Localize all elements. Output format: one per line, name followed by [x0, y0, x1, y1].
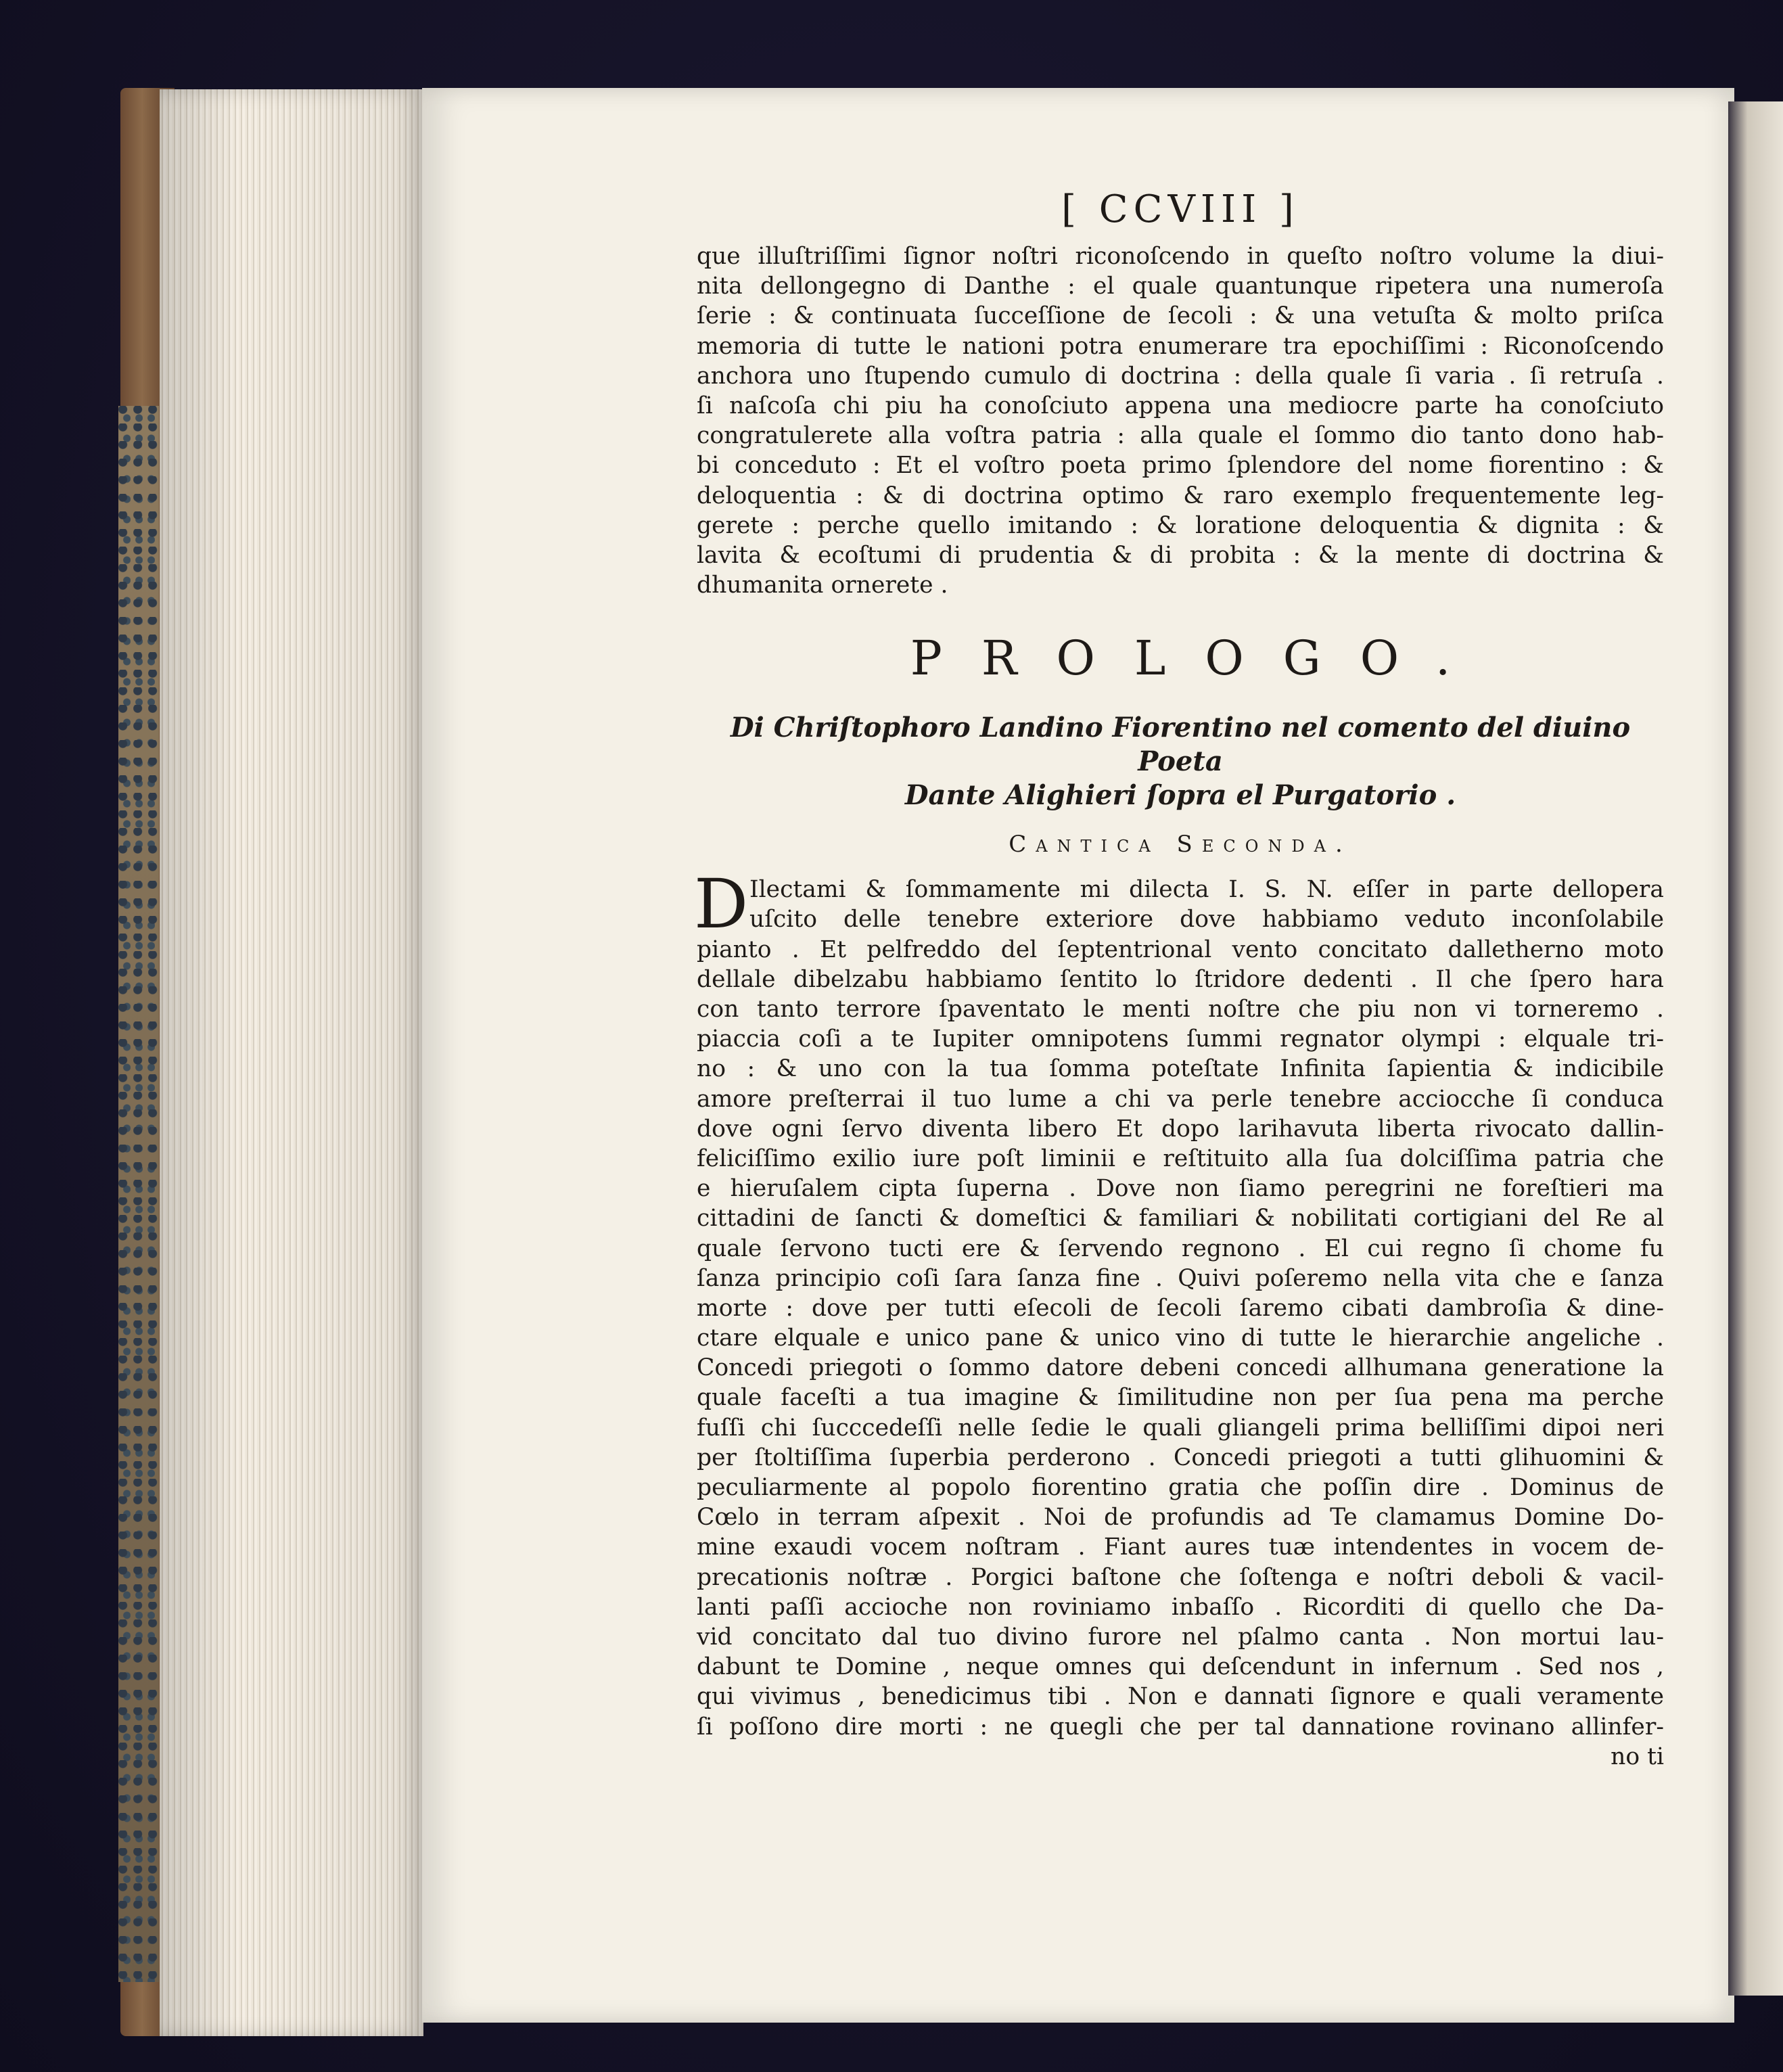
text-line: ſanza principio coſi ſara ſanza fine . Quivi poſeremo nella vita che e ſanza: [697, 1264, 1664, 1292]
prologo-title: PROLOGO.: [910, 630, 1490, 687]
text-line: per ſtoltiſſima ſuperbia perderono . Concedi priegoti a tutti glihuomini &: [697, 1444, 1664, 1471]
text-line: mine exaudi vocem noſtram . Fiant aures tuæ intendentes in vocem de-: [697, 1534, 1664, 1561]
catchword: no ti: [1611, 1743, 1664, 1770]
text-line: lanti paſſi accioche non roviniamo inbaſſo . Ricorditi di quello che Da-: [697, 1593, 1664, 1621]
text-line: dove ogni ſervo diventa libero Et dopo larihavuta liberta rivocato dallin-: [697, 1115, 1664, 1143]
text-line: dabunt te Domine , neque omnes qui deſcendunt in infernum . Sed nos ,: [697, 1653, 1664, 1681]
subtitle-line-2: Dante Alighieri ſopra el Purgatorio .: [904, 779, 1456, 812]
text-line: peculiarmente al popolo fiorentino gratia che poſſin dire . Dominus de: [697, 1474, 1664, 1501]
text-line: lavita & ecoſtumi di prudentia & di probita : & la mente di doctrina &: [697, 541, 1664, 569]
text-line: cittadini de ſancti & domeſtici & familiari & nobilitati cortigiani del Re al: [697, 1205, 1664, 1233]
text-line: ſerie : & continuata ſucceſſione de ſecoli : & una vetuſta & molto priſca: [697, 302, 1664, 330]
text-line: uſcito delle tenebre exteriore dove habbiamo veduto inconſolabile: [749, 906, 1664, 934]
text-line: nita dellongegno di Danthe : el quale quantunque ripetera una numeroſa: [697, 273, 1664, 300]
text-line: Ilectami & ſommamente mi dilecta I. S. N. eſſer in parte dellopera: [749, 876, 1664, 904]
text-line: dellale dibelzabu habbiamo ſentito lo ſtridore dedenti . Il che ſpero hara: [697, 965, 1664, 993]
drop-capital: D: [694, 865, 749, 944]
text-line: piaccia coſi a te Iupiter omnipotens ſummi regnator olympi : elquale tri-: [697, 1026, 1664, 1053]
text-line: morte : dove per tutti eſecoli de ſecoli ſaremo cibati dambroſia & dine-: [697, 1294, 1664, 1322]
text-line: ſi poſſono dire morti : ne quegli che per tal dannatione rovinano allinfer-: [697, 1713, 1664, 1741]
text-line: quale ſervono tucti ere & ſervendo regnono . El cui regno ſi chome fu: [697, 1235, 1664, 1262]
text-line: amore preſterrai il tuo lume a chi va perle tenebre acciocche ſi conduca: [697, 1085, 1664, 1113]
text-line: ſi naſcoſa chi piu ha conoſciuto appena una mediocre parte ha conoſciuto: [697, 392, 1664, 419]
text-line: que illuſtriſſimi ſignor noſtri riconoſcendo in queſto noſtro volume la diui-: [697, 243, 1664, 270]
marbled-cover-edge: [118, 406, 159, 1982]
text-line: qui vivimus , benedicimus tibi . Non e dannati ſignore e quali veramente: [697, 1683, 1664, 1711]
page-edge-shade: [160, 89, 423, 2036]
intro-paragraph: [697, 241, 1664, 600]
cantica-heading: Cantica Seconda.: [1009, 831, 1352, 858]
text-line: deloquentia : & di doctrina optimo & raro exemplo frequentemente leg-: [697, 482, 1664, 509]
text-line: precationis noſtræ . Porgici baſtone che ſoſtenga e noſtri deboli & vacil-: [697, 1563, 1664, 1591]
text-line: Cœlo in terram aſpexit . Noi de profundis ad Te clamamus Domine Do-: [697, 1504, 1664, 1532]
text-line: gerete : perche quello imitando : & loratione deloquentia & dignita : &: [697, 511, 1664, 539]
text-line: no : & uno con la tua ſomma poteſtate Infinita ſapientia & indicibile: [697, 1055, 1664, 1083]
text-line: pianto . Et pelfreddo del ſeptentrional vento concitato dalletherno moto: [697, 936, 1664, 963]
text-line: quale faceſti a tua imagine & ſimilitudine non per ſua pena ma perche: [697, 1384, 1664, 1412]
text-line: memoria di tutte le nationi potra enumerare tra epochiſſimi : Riconoſcendo: [697, 332, 1664, 360]
page-text: [694, 186, 1664, 1772]
text-line: fuſſi chi ſucccedeſſi nelle ſedie le quali gliangeli prima belliſſimi dipoi neri: [697, 1414, 1664, 1442]
text-line: congratulerete alla voſtra patria : alla quale el ſommo dio tanto dono hab-: [697, 422, 1664, 450]
text-line: ctare elquale e unico pane & unico vino di tutte le hierarchie angeliche .: [697, 1325, 1664, 1352]
text-line: Concedi priegoti o ſommo datore debeni concedi allhumana generatione la: [697, 1354, 1664, 1382]
text-line: e hieruſalem cipta ſuperna . Dove non ſiamo peregrini ne foreſtieri ma: [697, 1175, 1664, 1203]
page-gutter: [1728, 101, 1783, 1996]
text-line: bi conceduto : Et el voſtro poeta primo ſplendore del nome fiorentino : &: [697, 452, 1664, 480]
text-line: anchora uno ſtupendo cumulo di doctrina : della quale ſi varia . ſi retruſa .: [697, 362, 1664, 390]
page-number-header: [ CCVIII ]: [1061, 187, 1299, 231]
text-line: feliciſſimo exilio iure poſt liminii e reſtituito alla ſua dolciſſima patria che: [697, 1145, 1664, 1172]
body-paragraph: [694, 865, 1664, 1741]
text-line: con tanto terrore ſpaventato le menti noſtre che piu non vi torneremo .: [697, 996, 1664, 1023]
text-line: vid concitato dal tuo divino furore nel pſalmo canta . Non mortui lau-: [697, 1623, 1664, 1651]
text-line: dhumanita ornerete .: [697, 572, 948, 599]
subtitle-line-1: Di Chriſtophoro Landino Fiorentino nel comento del diuino Poeta: [730, 712, 1631, 778]
